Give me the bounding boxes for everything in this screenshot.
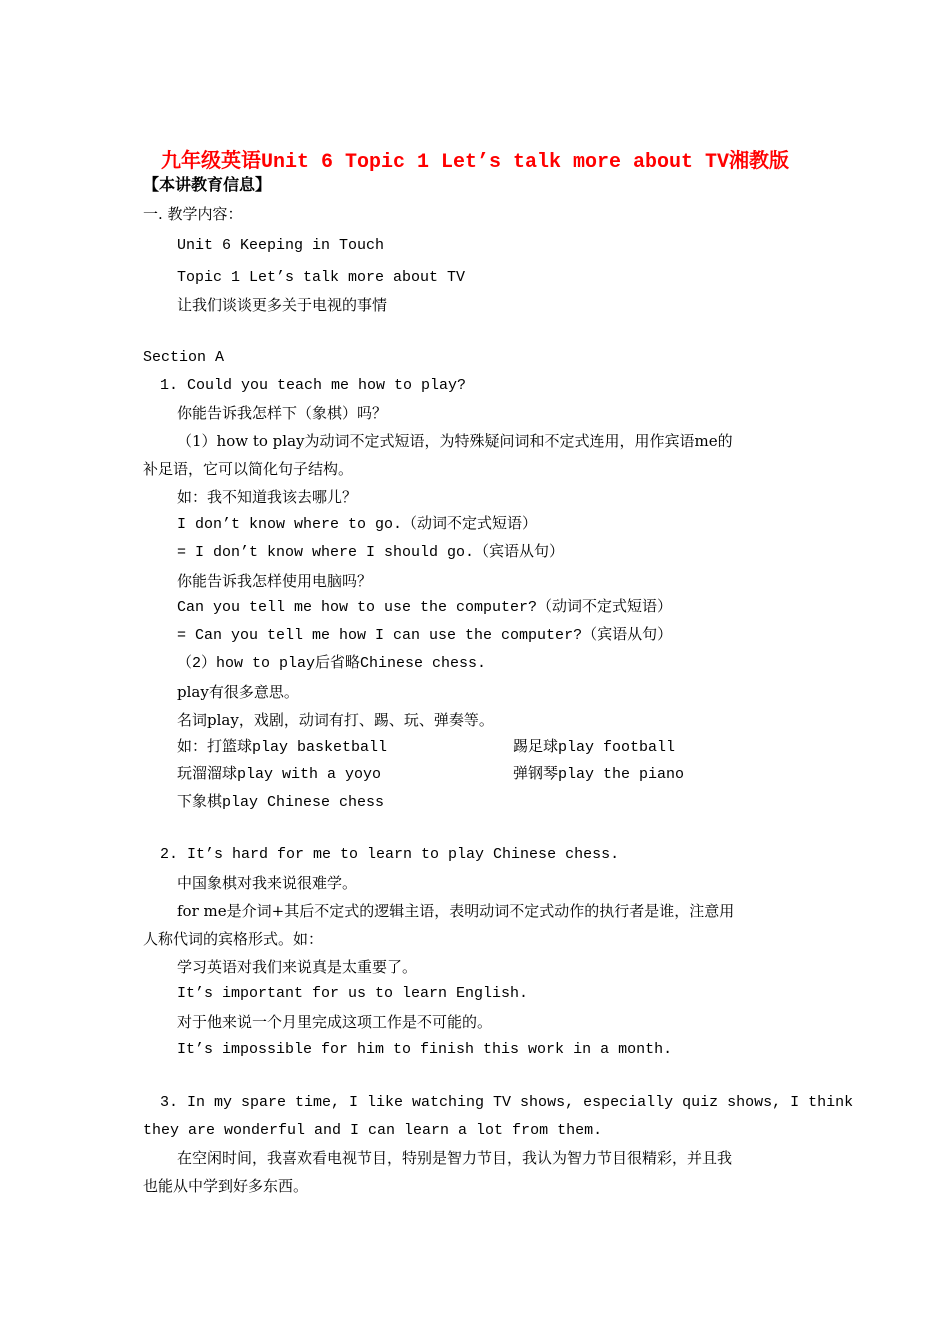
text-line: = I don’t know where I should go.（宾语从句）	[177, 544, 565, 561]
text-line: 玩溜溜球play with a yoyo	[177, 766, 382, 783]
text-line: 名词play，戏剧，动词有打、踢、玩、弹奏等。	[177, 711, 494, 729]
text-line: （1）how to play为动词不定式短语，为特殊疑问词和不定式连用，用作宾语me的	[177, 432, 733, 450]
text-line: 让我们谈谈更多关于电视的事情	[177, 296, 388, 314]
text-line: It’s important for us to learn English.	[177, 985, 529, 1002]
text-line: they are wonderful and I can learn a lot from them.	[143, 1122, 603, 1139]
text-line: 踢足球play football	[513, 739, 676, 756]
text-line: 中国象棋对我来说很难学。	[177, 874, 358, 892]
text-line: 1. Could you teach me how to play?	[160, 377, 467, 394]
text-line: Topic 1 Let’s talk more about TV	[177, 269, 466, 286]
text-line: 弹钢琴play the piano	[513, 766, 685, 783]
text-line: 2. It’s hard for me to learn to play Chinese chess.	[160, 846, 620, 863]
text-line: 补足语，它可以简化句子结构。	[143, 460, 354, 478]
text-line: 对于他来说一个月里完成这项工作是不可能的。	[177, 1013, 493, 1031]
text-line: 你能告诉我怎样下（象棋）吗？	[177, 404, 388, 422]
text-line: play有很多意思。	[177, 683, 299, 701]
document-title: 九年级英语Unit 6 Topic 1 Let’s talk more about TV湘教版	[160, 151, 790, 174]
info-header: 【本讲教育信息】	[143, 175, 272, 194]
section-label: Section A	[143, 349, 225, 366]
text-line: 人称代词的宾格形式。如：	[143, 930, 324, 948]
text-line: for me是介词+其后不定式的逻辑主语，表明动词不定式动作的执行者是谁，注意用	[177, 902, 735, 920]
text-line: Unit 6 Keeping in Touch	[177, 237, 385, 254]
text-line: It’s impossible for him to finish this work in a month.	[177, 1041, 673, 1058]
text-line: 下象棋play Chinese chess	[177, 794, 385, 811]
text-line: Can you tell me how to use the computer?（动词不定式短语）	[177, 599, 673, 616]
text-line: I don’t know where to go.（动词不定式短语）	[177, 516, 538, 533]
text-line: 也能从中学到好多东西。	[143, 1177, 309, 1195]
text-line: = Can you tell me how I can use the computer?（宾语从句）	[177, 627, 673, 644]
text-line: 如：我不知道我该去哪儿？	[177, 488, 358, 506]
text-line: （2）how to play后省略Chinese chess.	[177, 655, 487, 672]
text-line: 在空闲时间，我喜欢看电视节目，特别是智力节目，我认为智力节目很精彩，并且我	[177, 1149, 733, 1167]
text-line: 3. In my spare time, I like watching TV shows, especially quiz shows, I think	[160, 1094, 854, 1111]
text-line: 学习英语对我们来说真是太重要了。	[177, 958, 418, 976]
section-heading-content: 一. 教学内容：	[143, 205, 243, 223]
text-line: 如：打篮球play basketball	[177, 739, 388, 756]
text-line: 你能告诉我怎样使用电脑吗？	[177, 572, 373, 590]
